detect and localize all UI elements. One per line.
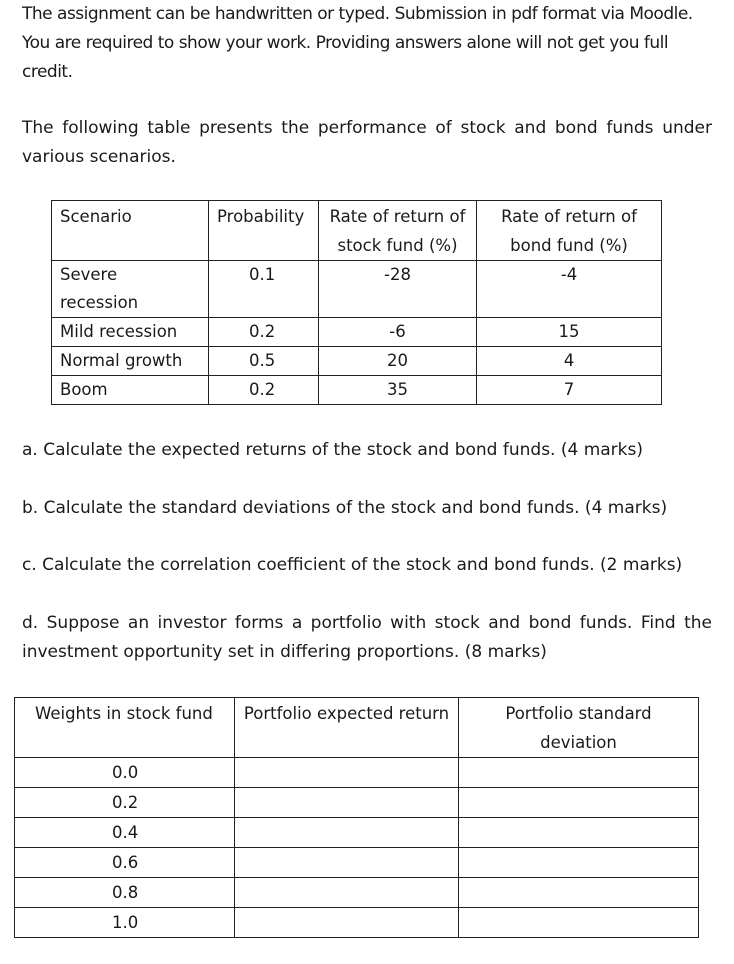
cell-stock: -28 [319, 261, 477, 318]
table-row [52, 261, 662, 318]
cell-expected-return [235, 818, 459, 848]
table-row [15, 818, 699, 848]
cell-bond: 4 [477, 347, 662, 376]
header-probability: Probability [209, 201, 319, 261]
cell-probability: 0.2 [209, 318, 319, 347]
table-row [52, 318, 662, 347]
cell-bond: 7 [477, 376, 662, 405]
cell-std-dev [459, 848, 699, 878]
table-row [15, 878, 699, 908]
cell-bond: 15 [477, 318, 662, 347]
cell-expected-return [235, 878, 459, 908]
cell-weight: 1.0 [15, 908, 235, 938]
cell-weight: 0.4 [15, 818, 235, 848]
portfolio-table [14, 697, 699, 938]
table-row [15, 788, 699, 818]
cell-probability: 0.2 [209, 376, 319, 405]
cell-expected-return [235, 848, 459, 878]
table-row [15, 908, 699, 938]
instructions-paragraph: The assignment can be handwritten or typed. Submission in pdf format via Moodle. You are required to show your work. Providing answers alone will not get you full credit. [22, 4, 693, 82]
header-stock-return: Rate of return of stock fund (%) [319, 201, 477, 261]
cell-scenario: Boom [52, 376, 209, 405]
scenario-table [51, 200, 662, 405]
cell-weight: 0.2 [15, 788, 235, 818]
table-intro-paragraph: The following table presents the performance of stock and bond funds under various scenarios. [22, 118, 712, 167]
cell-expected-return [235, 908, 459, 938]
cell-probability: 0.1 [209, 261, 319, 318]
header-bond-return: Rate of return of bond fund (%) [477, 201, 662, 261]
cell-weight: 0.0 [15, 758, 235, 788]
question-c: c. Calculate the correlation coefficient of the stock and bond funds. (2 marks) [22, 555, 683, 575]
header-scenario: Scenario [52, 201, 209, 261]
table-row [15, 758, 699, 788]
cell-weight: 0.8 [15, 878, 235, 908]
cell-std-dev [459, 788, 699, 818]
cell-expected-return [235, 788, 459, 818]
cell-bond: -4 [477, 261, 662, 318]
portfolio-table-header-row [15, 698, 699, 758]
cell-scenario: Mild recession [52, 318, 209, 347]
cell-stock: 20 [319, 347, 477, 376]
cell-probability: 0.5 [209, 347, 319, 376]
cell-scenario: Severe recession [52, 261, 209, 318]
question-d: d. Suppose an investor forms a portfolio with stock and bond funds. Find the investment opportunity set in differing proportions. (8 marks) [22, 613, 712, 662]
cell-std-dev [459, 818, 699, 848]
header-std-dev: Portfolio standard deviation [459, 698, 699, 758]
header-weights: Weights in stock fund [15, 698, 235, 758]
cell-expected-return [235, 758, 459, 788]
cell-std-dev [459, 878, 699, 908]
question-a: a. Calculate the expected returns of the stock and bond funds. (4 marks) [22, 440, 644, 460]
header-expected-return: Portfolio expected return [235, 698, 459, 758]
question-b: b. Calculate the standard deviations of the stock and bond funds. (4 marks) [22, 498, 668, 518]
cell-stock: 35 [319, 376, 477, 405]
table-row [52, 347, 662, 376]
table-row [52, 376, 662, 405]
scenario-table-header-row [52, 201, 662, 261]
cell-stock: -6 [319, 318, 477, 347]
cell-std-dev [459, 908, 699, 938]
cell-scenario: Normal growth [52, 347, 209, 376]
cell-weight: 0.6 [15, 848, 235, 878]
cell-std-dev [459, 758, 699, 788]
table-row [15, 848, 699, 878]
